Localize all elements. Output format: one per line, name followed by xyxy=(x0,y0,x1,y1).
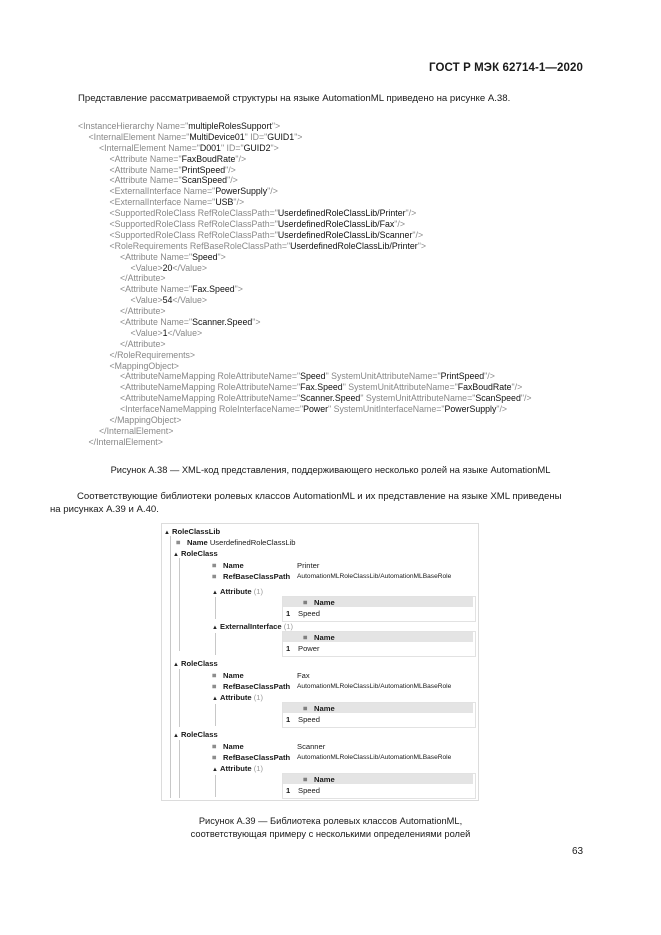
xml-markup: " SystemUnitAttributeName=" xyxy=(325,371,441,382)
xml-line xyxy=(78,121,532,132)
xml-value: ScanSpeed xyxy=(181,175,228,186)
xml-markup: <Value> xyxy=(130,327,163,338)
property-icon: ≡ xyxy=(176,538,181,547)
tree-ref-value: AutomationMLRoleClassLib/AutomationMLBaseRole xyxy=(297,754,452,761)
xml-markup: " ID=" xyxy=(220,142,244,153)
xml-line xyxy=(78,404,532,415)
xml-value: UserdefinedRoleClassLib/Printer xyxy=(277,208,406,219)
tree-guide-line xyxy=(179,740,180,798)
tree-name-value: Scanner xyxy=(297,742,326,751)
xml-value: PrintSpeed xyxy=(181,164,226,175)
xml-line xyxy=(78,339,532,350)
table-row: 1 Speed xyxy=(286,786,320,795)
xml-value: FaxBoudRate xyxy=(181,153,236,164)
xml-markup: <Attribute Name=" xyxy=(109,175,182,186)
xml-line xyxy=(78,197,532,208)
xml-code-listing xyxy=(78,121,532,448)
xml-line xyxy=(78,415,532,426)
figure-a39-caption xyxy=(0,815,661,841)
xml-markup: "/> xyxy=(233,197,245,208)
xml-markup: "> xyxy=(234,284,243,295)
property-icon: ≡ xyxy=(212,671,217,680)
property-icon: ≡ xyxy=(212,682,217,691)
xml-value: Fax.Speed xyxy=(192,284,235,295)
xml-markup: "/> xyxy=(484,371,495,382)
xml-line xyxy=(78,328,532,339)
figure-a39-caption-line-2: соответствующая примеру с несколькими определениями ролей xyxy=(190,829,471,839)
xml-markup: </Value> xyxy=(172,262,207,273)
xml-markup: "/> xyxy=(496,404,508,415)
table-row: 1 Speed xyxy=(286,715,320,724)
xml-markup: <ExternalInterface Name=" xyxy=(109,186,216,197)
xml-markup: <Value> xyxy=(130,262,163,273)
xml-value: MultiDevice01 xyxy=(189,131,245,142)
body-paragraph-line-2: на рисунках А.39 и А.40. xyxy=(50,504,159,515)
xml-markup: "> xyxy=(294,131,303,142)
table-header: ≡ Name xyxy=(303,633,335,642)
expand-triangle-icon[interactable]: ▲ xyxy=(164,530,170,536)
xml-markup: " SystemUnitAttributeName=" xyxy=(360,393,476,404)
property-icon: ≡ xyxy=(303,598,308,607)
xml-line xyxy=(78,154,532,165)
xml-value: Speed xyxy=(300,371,326,382)
xml-markup: "/> xyxy=(405,208,417,219)
tree-node-attribute[interactable]: ▲ Attribute (1) xyxy=(212,763,263,774)
role-class-tree xyxy=(161,523,479,801)
tree-guide-line xyxy=(215,775,216,797)
xml-markup: "/> xyxy=(511,382,523,393)
xml-markup: <AttributeNameMapping RoleAttributeName=" xyxy=(120,371,301,382)
tree-guide-line xyxy=(215,633,216,655)
xml-value: 1 xyxy=(162,327,168,338)
figure-a38-caption: Рисунок А.38 — XML-код представления, поддерживающего несколько ролей на языке AutomationML xyxy=(110,465,551,475)
xml-markup: <SupportedRoleClass RefRoleClassPath=" xyxy=(109,229,278,240)
xml-markup: "/> xyxy=(520,393,532,404)
body-paragraph-line-1: Соответствующие библиотеки ролевых классов AutomationML и их представление на языке XML приведены xyxy=(77,491,562,502)
xml-markup: </Value> xyxy=(172,295,207,306)
tree-ref-row: ≡ RefBaseClassPath xyxy=(212,753,291,762)
xml-markup: </MappingObject> xyxy=(109,415,182,426)
document-header: ГОСТ Р МЭК 62714-1—2020 xyxy=(429,62,583,74)
intro-paragraph: Представление рассматриваемой структуры на языке AutomationML приведено на рисунке А.38. xyxy=(78,93,511,104)
tree-node-external-interface[interactable]: ▲ ExternalInterface (1) xyxy=(212,621,293,632)
property-icon: ≡ xyxy=(212,561,217,570)
xml-markup: </Attribute> xyxy=(120,306,166,317)
xml-line xyxy=(78,219,532,230)
xml-line xyxy=(78,143,532,154)
xml-value: D001 xyxy=(199,142,221,153)
xml-value: PrintSpeed xyxy=(440,371,485,382)
tree-node-roleclasslib[interactable]: ▲ RoleClassLib xyxy=(164,526,220,537)
xml-value: 54 xyxy=(162,295,173,306)
expand-triangle-icon[interactable]: ▲ xyxy=(173,662,179,668)
xml-markup: "/> xyxy=(227,175,238,186)
xml-markup: <AttributeNameMapping RoleAttributeName=" xyxy=(120,393,301,404)
expand-triangle-icon[interactable]: ▲ xyxy=(212,767,218,773)
tree-guide-line xyxy=(179,558,180,651)
xml-markup: <InternalElement Name=" xyxy=(99,142,200,153)
tree-ref-value: AutomationMLRoleClassLib/AutomationMLBaseRole xyxy=(297,683,452,690)
tree-name-row: ≡ Name xyxy=(212,742,244,751)
xml-markup: <ExternalInterface Name=" xyxy=(109,197,216,208)
xml-markup: <Attribute Name=" xyxy=(109,164,182,175)
xml-markup: <RoleRequirements RefBaseRoleClassPath=" xyxy=(109,240,291,251)
xml-value: Speed xyxy=(192,251,218,262)
expand-triangle-icon[interactable]: ▲ xyxy=(212,625,218,631)
xml-line xyxy=(78,361,532,372)
xml-value: UserdefinedRoleClassLib/Printer xyxy=(290,240,418,251)
xml-value: PowerSupply xyxy=(444,404,497,415)
tree-node-attribute[interactable]: ▲ Attribute (1) xyxy=(212,586,263,597)
xml-markup: " ID=" xyxy=(244,131,268,142)
xml-markup: <InternalElement Name=" xyxy=(88,131,190,142)
xml-value: Scanner.Speed xyxy=(192,317,253,328)
tree-guide-line xyxy=(215,597,216,619)
xml-line xyxy=(78,241,532,252)
xml-line xyxy=(78,252,532,263)
xml-value: 20 xyxy=(162,262,173,273)
xml-line xyxy=(78,284,532,295)
xml-line xyxy=(78,371,532,382)
xml-markup: <Attribute Name=" xyxy=(109,153,182,164)
property-icon: ≡ xyxy=(303,775,308,784)
xml-markup: <Attribute Name=" xyxy=(120,317,193,328)
tree-node-roleclass-fax[interactable]: ▲ RoleClass xyxy=(173,658,218,669)
xml-markup: "> xyxy=(271,121,281,131)
xml-markup: <SupportedRoleClass RefRoleClassPath=" xyxy=(109,219,278,230)
xml-value: PowerSupply xyxy=(215,186,268,197)
xml-markup: "/> xyxy=(412,229,424,240)
xml-markup: "/> xyxy=(267,186,278,197)
expand-triangle-icon[interactable]: ▲ xyxy=(212,696,218,702)
table-row: 1 Power xyxy=(286,644,320,653)
xml-markup: <Attribute Name=" xyxy=(120,251,193,262)
xml-line xyxy=(78,263,532,274)
xml-markup: "> xyxy=(252,317,261,328)
xml-markup: </RoleRequirements> xyxy=(109,349,196,360)
xml-value: Power xyxy=(303,404,329,415)
xml-markup: " SystemUnitInterfaceName=" xyxy=(328,404,445,415)
xml-markup: "/> xyxy=(225,164,236,175)
xml-value: GUID1 xyxy=(267,131,295,142)
xml-line xyxy=(78,295,532,306)
tree-name-row: ≡ Name xyxy=(212,561,244,570)
table-row: 1 Speed xyxy=(286,609,320,618)
xml-line xyxy=(78,175,532,186)
xml-value: ScanSpeed xyxy=(475,393,521,404)
tree-name-value: Printer xyxy=(297,561,320,570)
xml-markup: " SystemUnitAttributeName=" xyxy=(342,382,458,393)
xml-markup: </InternalElement> xyxy=(99,425,174,436)
xml-line xyxy=(78,437,532,448)
xml-markup: </Attribute> xyxy=(120,338,166,349)
xml-markup: </Attribute> xyxy=(120,273,166,284)
tree-ref-row: ≡ RefBaseClassPath xyxy=(212,572,291,581)
tree-guide-line xyxy=(179,669,180,727)
xml-line xyxy=(78,186,532,197)
xml-value: USB xyxy=(215,197,234,208)
xml-line xyxy=(78,393,532,404)
xml-line xyxy=(78,230,532,241)
xml-line xyxy=(78,208,532,219)
xml-markup: "> xyxy=(417,240,427,251)
tree-node-roleclass-printer[interactable]: ▲ RoleClass xyxy=(173,548,218,559)
tree-guide-line xyxy=(215,704,216,726)
body-paragraph xyxy=(50,490,590,516)
xml-markup: "> xyxy=(217,251,226,262)
table-header: ≡ Name xyxy=(303,775,335,784)
figure-a39-caption-line-1: Рисунок А.39 — Библиотека ролевых классов AutomationML, xyxy=(198,816,463,826)
xml-markup: </InternalElement> xyxy=(88,436,163,447)
xml-markup: <MappingObject> xyxy=(109,360,179,371)
xml-markup: <AttributeNameMapping RoleAttributeName=" xyxy=(120,382,301,393)
expand-triangle-icon[interactable]: ▲ xyxy=(173,733,179,739)
tree-name-row: ≡ Name xyxy=(212,671,244,680)
xml-value: multipleRolesSupport xyxy=(188,121,272,131)
tree-guide-line xyxy=(170,536,171,798)
table-header: ≡ Name xyxy=(303,598,335,607)
xml-markup: "/> xyxy=(394,219,405,230)
tree-ref-value: AutomationMLRoleClassLib/AutomationMLBaseRole xyxy=(297,573,452,580)
xml-line xyxy=(78,426,532,437)
xml-markup: <Attribute Name=" xyxy=(120,284,193,295)
xml-line xyxy=(78,165,532,176)
page-number: 63 xyxy=(572,846,584,857)
tree-node-roleclass-scanner[interactable]: ▲ RoleClass xyxy=(173,729,218,740)
expand-triangle-icon[interactable]: ▲ xyxy=(212,590,218,596)
xml-value: UserdefinedRoleClassLib/Scanner xyxy=(277,229,413,240)
expand-triangle-icon[interactable]: ▲ xyxy=(173,552,179,558)
property-icon: ≡ xyxy=(303,633,308,642)
xml-markup: "/> xyxy=(235,153,247,164)
xml-value: Fax.Speed xyxy=(300,382,343,393)
xml-markup: <InterfaceNameMapping RoleInterfaceName=" xyxy=(120,404,304,415)
xml-markup: <Value> xyxy=(130,295,163,306)
xml-markup: </Value> xyxy=(167,327,203,338)
xml-value: GUID2 xyxy=(243,142,271,153)
tree-lib-name-row: ≡ Name UserdefinedRoleClassLib xyxy=(176,538,296,547)
xml-value: UserdefinedRoleClassLib/Fax xyxy=(277,219,395,230)
xml-line xyxy=(78,306,532,317)
xml-value: Scanner.Speed xyxy=(300,393,361,404)
property-icon: ≡ xyxy=(212,753,217,762)
property-icon: ≡ xyxy=(212,572,217,581)
xml-value: FaxBoudRate xyxy=(457,382,512,393)
property-icon: ≡ xyxy=(303,704,308,713)
xml-line xyxy=(78,382,532,393)
xml-markup: <InstanceHierarchy Name=" xyxy=(78,121,189,131)
xml-line xyxy=(78,273,532,284)
table-header: ≡ Name xyxy=(303,704,335,713)
xml-markup: "> xyxy=(270,142,279,153)
tree-name-value: Fax xyxy=(297,671,310,680)
xml-line xyxy=(78,317,532,328)
xml-markup: <SupportedRoleClass RefRoleClassPath=" xyxy=(109,208,278,219)
tree-ref-row: ≡ RefBaseClassPath xyxy=(212,682,291,691)
xml-line xyxy=(78,350,532,361)
property-icon: ≡ xyxy=(212,742,217,751)
tree-node-attribute[interactable]: ▲ Attribute (1) xyxy=(212,692,263,703)
xml-line xyxy=(78,132,532,143)
